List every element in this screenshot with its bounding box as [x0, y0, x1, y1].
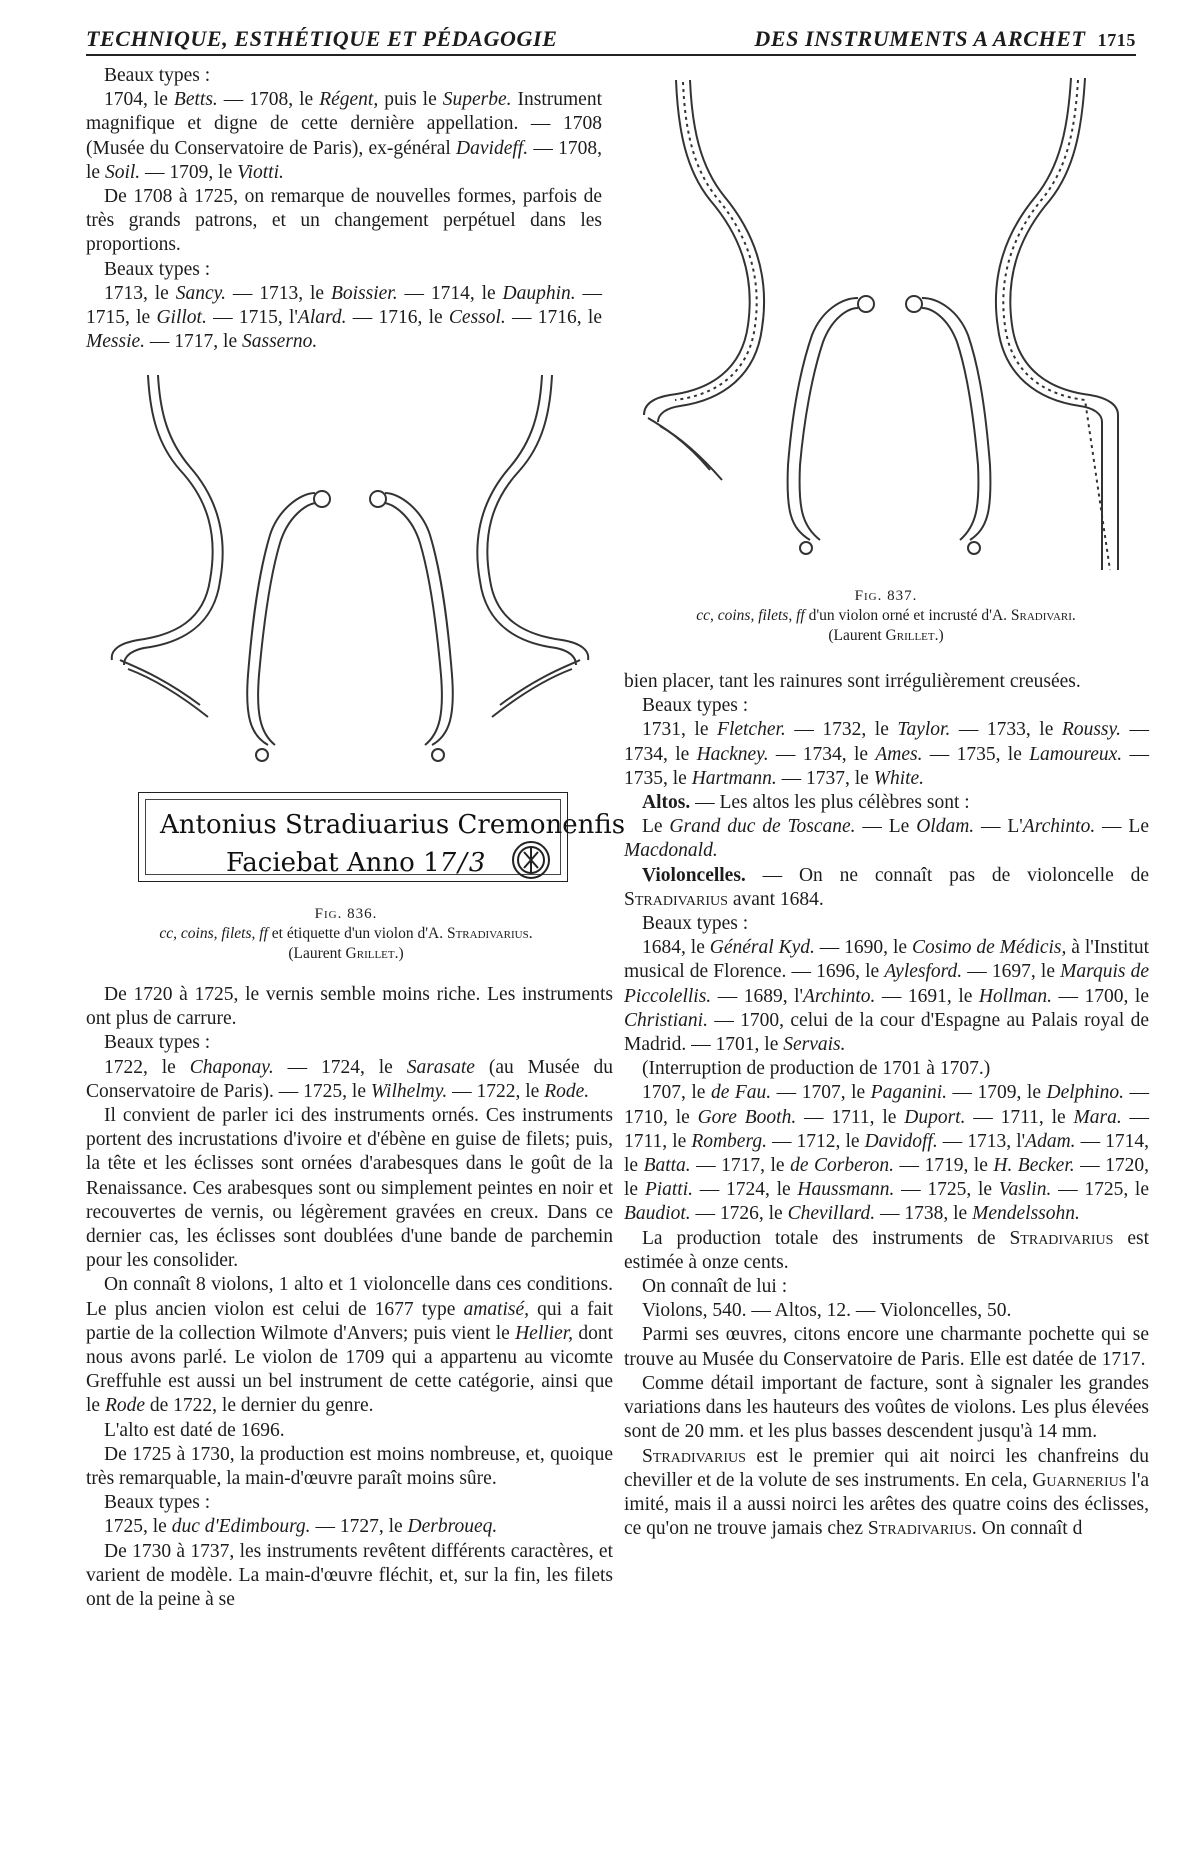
violin-label-line2: Faciebat Anno 17/3 [226, 848, 488, 878]
violin-label-year: 7/3 [439, 848, 488, 878]
paragraph: De 1720 à 1725, le vernis semble moins riche. Les instruments ont plus de carrure. [86, 984, 613, 1030]
fig-837-number: Fig. 837. [854, 588, 918, 604]
maker-seal-icon [506, 838, 556, 882]
fig-837-caption-line2: (Laurent Grillet.) [828, 627, 944, 644]
left-column-bottom [86, 983, 613, 1612]
paragraph: (Interruption de production de 1701 à 1707.) [642, 1058, 991, 1080]
fig-836-drawing [100, 375, 600, 775]
paragraph: 1707, le de Fau. — 1707, le Paganini. — 1709, le Delphino. — 1710, le Gore Booth. — 1711, le Duport. — 1711, le Mara. — 1711, le Romberg. — 1712, le Davidoff. — 1713, l'Adam. — 1714, le Batta. — 1717, le de Corberon. — 1719, le H. Becker. — 1720, le Piatti. — 1724, le Haussmann. — 1725, le Vaslin. — 1725, le Baudiot. — 1726, le Chevillard. — 1738, le Mendelssohn. [624, 1082, 1150, 1225]
paragraph: 1713, le Sancy. — 1713, le Boissier. — 1714, le Dauphin. — 1715, le Gillot. — 1715, l'Alard. — 1716, le Cessol. — 1716, le Messie. — 1717, le Sasserno. [86, 282, 603, 353]
page-number: 1715 [1097, 30, 1136, 50]
paragraph: Beaux types : [104, 1492, 211, 1514]
paragraph: 1725, le duc d'Edimbourg. — 1727, le Derbroueq. [104, 1516, 498, 1538]
paragraph: De 1730 à 1737, les instruments revêtent différents caractères, et varient de modèle. La main-d'œuvre fléchit, et, sur la fin, les filets ont de la peine à se [86, 1540, 613, 1611]
fig-837-caption-line1: cc, coins, filets, ff d'un violon orné et incrusté d'A. Sradivari. [696, 607, 1076, 624]
paragraph: Beaux types : [104, 65, 211, 86]
paragraph: Beaux types : [104, 258, 211, 280]
header-right-title [754, 26, 1136, 52]
paragraph: Violons, 540. — Altos, 12. — Violoncelles, 50. [642, 1300, 1012, 1322]
paragraph: De 1725 à 1730, la production est moins nombreuse, et, quoique très remarquable, la main-d'œuvre paraît moins sûre. [86, 1443, 613, 1490]
paragraph: Altos. — Les altos les plus célèbres sont : [642, 792, 970, 814]
paragraph: De 1708 à 1725, on remarque de nouvelles formes, parfois de très grands patrons, et un changement perpétuel dans les proportions. [86, 186, 602, 256]
fig-837-drawing [630, 70, 1145, 590]
paragraph: Comme détail important de facture, sont à signaler les grandes variations dans les hauteurs des voûtes de violons. Les plus élevées sont de 20 mm. et les plus basses descendent jusqu'à 14 mm. [624, 1372, 1149, 1443]
violin-label-frame [145, 799, 626, 878]
paragraph: bien placer, tant les rainures sont irrégulièrement creusées. [624, 671, 1081, 692]
fig-837-caption [622, 586, 1150, 646]
paragraph: L'alto est daté de 1696. [104, 1419, 285, 1441]
fig-836-number: Fig. 836. [314, 906, 378, 922]
paragraph: On connaît de lui : [642, 1276, 788, 1298]
running-header [86, 22, 1136, 56]
header-left-title: TECHNIQUE, ESTHÉTIQUE ET PÉDAGOGIE [86, 26, 558, 51]
header-right-text: DES INSTRUMENTS A ARCHET [754, 26, 1086, 51]
paragraph: On connaît 8 violons, 1 alto et 1 violoncelle dans ces conditions. Le plus ancien violon est celui de 1677 type amatisé, qui a fait partie de la collection Wilmote d'Anvers; puis vient le Hellier, dont nous avons parlé. Le violon de 1709 qui a appartenu au vicomte Greffuhle est aussi un bel instrument de cette catégorie, ainsi que le Rode de 1722, le dernier du genre. [86, 1274, 614, 1417]
paragraph: 1704, le Betts. — 1708, le Régent, puis le Superbe. Instrument magnifique et digne de cette dernière appellation. — 1708 (Musée du Conservatoire de Paris), ex-général Davideff. — 1708, le Soil. — 1709, le Viotti. [86, 89, 602, 183]
paragraph: 1731, le Fletcher. — 1732, le Taylor. — 1733, le Roussy. — 1734, le Hackney. — 1734, le Ames. — 1735, le Lamoureux. — 1735, le Hartmann. — 1737, le White. [624, 719, 1150, 789]
violin-label [138, 792, 626, 882]
right-column [624, 670, 1149, 1541]
fig-836-caption-line2: (Laurent Grillet.) [288, 945, 404, 962]
paragraph: Beaux types : [104, 1032, 211, 1054]
paragraph: Beaux types : [642, 913, 749, 935]
paragraph: 1722, le Chaponay. — 1724, le Sarasate (au Musée du Conservatoire de Paris). — 1725, le Wilhelmy. — 1722, le Rode. [86, 1056, 614, 1102]
fig-836-caption [96, 904, 596, 964]
paragraph: Beaux types : [642, 695, 749, 717]
paragraph: Stradivarius est le premier qui ait noirci les chanfreins du cheviller et de la volute de ses instruments. En cela, Guarnerius l'a imité, mais il a aussi noirci les arêtes des quatre coins des éclisses, ce qu'on ne trouve jamais chez Stradivarius. On connaît d [624, 1445, 1149, 1540]
paragraph: La production totale des instruments de Stradivarius est estimée à onze cents. [624, 1227, 1149, 1273]
paragraph: 1684, le Général Kyd. — 1690, le Cosimo de Médicis, à l'Institut musical de Florence. — 1696, le Aylesford. — 1697, le Marquis de Piccolellis. — 1689, l'Archinto. — 1691, le Hollman. — 1700, le Christiani. — 1700, celui de la cour d'Espagne au Palais royal de Madrid. — 1701, le Servais. [624, 937, 1150, 1056]
fig-836-caption-line1: cc, coins, filets, ff et étiquette d'un violon d'A. Stradivarius. [159, 925, 533, 942]
left-column-top [86, 64, 602, 354]
paragraph: Violoncelles. — On ne connaît pas de violoncelle de Stradivarius avant 1684. [624, 864, 1149, 910]
violin-label-line1: Antonius Stradiuarius Cremonenfis [160, 810, 626, 840]
paragraph: Le Grand duc de Toscane. — Le Oldam. — L'Archinto. — Le Macdonald. [624, 816, 1149, 862]
paragraph: Parmi ses œuvres, citons encore une charmante pochette qui se trouve au Musée du Conservatoire de Paris. Elle est datée de 1717. [624, 1324, 1149, 1370]
paragraph: Il convient de parler ici des instruments ornés. Ces instruments portent des incrustations d'ivoire et d'ébène en guise de filets; puis, la tête et les éclisses sont ornées d'arabesques dans le goût de la Renaissance. Ces arabesques sont ou simplement peintes en noir et recouvertes de vernis, ou légèrement gravées en creux. Dans ce dernier cas, les éclisses sont doublées d'une bande de parchemin pour les consolider. [86, 1105, 613, 1272]
